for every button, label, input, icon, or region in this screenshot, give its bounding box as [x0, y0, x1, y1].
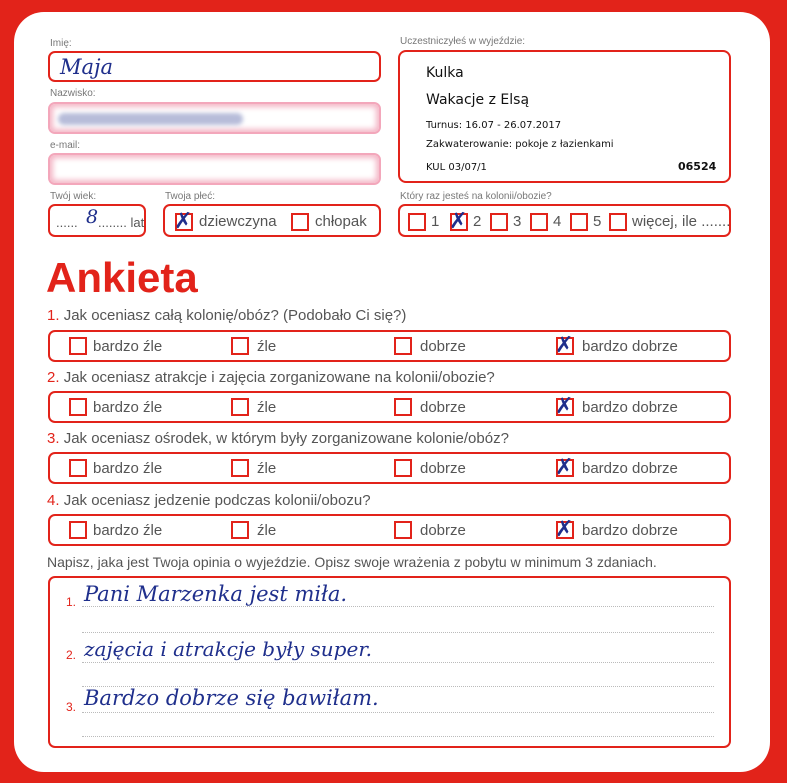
q4-dobrze-checkbox[interactable] — [394, 521, 412, 539]
raz-5-label: 5 — [593, 213, 602, 230]
wiek-field[interactable] — [48, 204, 146, 237]
check-mark-icon: ✗ — [174, 209, 193, 234]
check-mark-icon: ✗ — [555, 333, 574, 358]
opinion-line-3-text: Bardzo dobrze się bawiłam. — [84, 686, 379, 710]
q3-bardzo-dobrze-checkbox[interactable] — [555, 455, 574, 480]
raz-4-checkbox[interactable] — [530, 213, 548, 231]
q4-bardzo-zle-label: bardzo źle — [93, 522, 163, 539]
survey-title: Ankieta — [46, 254, 198, 301]
raz-wiecej-label: więcej, ile ....... — [632, 213, 731, 230]
q2-bardzo-dobrze-label: bardzo dobrze — [582, 399, 678, 416]
q3-bardzo-zle-label: bardzo źle — [93, 460, 163, 477]
question-4 — [47, 492, 371, 509]
raz-2-checkbox[interactable] — [449, 209, 468, 234]
opinion-line-1-num: 1. — [66, 595, 77, 609]
dziewczyna-checkbox[interactable] — [174, 209, 193, 234]
wiek-prefix: ...... — [56, 215, 78, 230]
question-3 — [47, 430, 509, 447]
opinion-line-3-num: 3. — [66, 700, 77, 714]
q2-zle-checkbox[interactable] — [231, 398, 249, 416]
redaction-blur — [58, 113, 243, 125]
q2-bardzo-zle-label: bardzo źle — [93, 399, 163, 416]
raz-4-label: 4 — [553, 213, 562, 230]
q4-dobrze-label: dobrze — [420, 522, 466, 539]
sticker-code: KUL 03/07/1 — [426, 162, 487, 173]
q1-zle-checkbox[interactable] — [231, 337, 249, 355]
answer-row-1 — [48, 330, 731, 362]
imie-value: Maja — [60, 55, 114, 79]
question-2 — [47, 369, 495, 386]
q1-bardzo-dobrze-checkbox[interactable] — [555, 333, 574, 358]
sticker-zakwaterowanie: Zakwaterowanie: pokoje z łazienkami — [426, 139, 614, 150]
q2-zle-label: źle — [257, 399, 277, 416]
plec-label: Twoja płeć: — [165, 191, 216, 202]
check-mark-icon: ✗ — [555, 394, 574, 419]
sticker-line1: Kulka — [426, 65, 464, 81]
answer-row-4 — [48, 514, 731, 546]
q1-dobrze-checkbox[interactable] — [394, 337, 412, 355]
ktory-raz-field — [398, 204, 731, 237]
nazwisko-label: Nazwisko: — [50, 88, 96, 99]
question-1 — [47, 307, 406, 324]
question-3-num: 3. — [47, 430, 60, 447]
ktory-raz-label: Który raz jesteś na kolonii/obozie? — [400, 191, 552, 202]
question-3-text: Jak oceniasz ośrodek, w którym były zorganizowane kolonie/obóz? — [63, 430, 509, 447]
wiek-label: Twój wiek: — [50, 191, 97, 202]
ruled-line — [82, 606, 714, 607]
camp-sticker — [398, 50, 731, 183]
q2-bardzo-zle-checkbox[interactable] — [69, 398, 87, 416]
opinion-line-2-num: 2. — [66, 648, 77, 662]
opinion-line-2-text: zajęcia i atrakcje były super. — [84, 637, 373, 661]
q1-zle-label: źle — [257, 338, 277, 355]
ruled-line — [82, 632, 714, 633]
raz-1-label: 1 — [431, 213, 440, 230]
plec-field — [163, 204, 381, 237]
q4-bardzo-zle-checkbox[interactable] — [69, 521, 87, 539]
q1-dobrze-label: dobrze — [420, 338, 466, 355]
ruled-line — [82, 736, 714, 737]
q3-zle-label: źle — [257, 460, 277, 477]
ruled-line — [82, 712, 714, 713]
raz-2-label: 2 — [473, 213, 482, 230]
sticker-turnus: Turnus: 16.07 - 26.07.2017 — [426, 120, 562, 131]
raz-1-checkbox[interactable] — [408, 213, 426, 231]
q2-dobrze-checkbox[interactable] — [394, 398, 412, 416]
check-mark-icon: ✗ — [449, 209, 468, 234]
raz-wiecej-checkbox[interactable] — [609, 213, 627, 231]
wiek-value: 8 — [86, 206, 99, 228]
q4-zle-label: źle — [257, 522, 277, 539]
question-1-num: 1. — [47, 307, 60, 324]
check-mark-icon: ✗ — [555, 517, 574, 542]
imie-label: Imię: — [50, 38, 72, 49]
question-2-num: 2. — [47, 369, 60, 386]
imie-field[interactable] — [48, 51, 381, 82]
dziewczyna-label: dziewczyna — [199, 213, 277, 230]
raz-5-checkbox[interactable] — [570, 213, 588, 231]
question-4-text: Jak oceniasz jedzenie podczas kolonii/obozu? — [63, 492, 371, 509]
opinion-prompt: Napisz, jaka jest Twoja opinia o wyjeździe. Opisz swoje wrażenia z pobytu w minimum 3 zdaniach. — [47, 554, 657, 570]
q3-zle-checkbox[interactable] — [231, 459, 249, 477]
q2-bardzo-dobrze-checkbox[interactable] — [555, 394, 574, 419]
q3-dobrze-checkbox[interactable] — [394, 459, 412, 477]
question-1-text: Jak oceniasz całą kolonię/obóz? (Podobało Ci się?) — [63, 307, 407, 324]
question-4-num: 4. — [47, 492, 60, 509]
ruled-line — [82, 662, 714, 663]
q4-bardzo-dobrze-label: bardzo dobrze — [582, 522, 678, 539]
q4-bardzo-dobrze-checkbox[interactable] — [555, 517, 574, 542]
q3-bardzo-dobrze-label: bardzo dobrze — [582, 460, 678, 477]
sticker-number: 06524 — [678, 160, 717, 173]
q1-bardzo-zle-label: bardzo źle — [93, 338, 163, 355]
email-field[interactable] — [48, 153, 381, 185]
q1-bardzo-dobrze-label: bardzo dobrze — [582, 338, 678, 355]
q1-bardzo-zle-checkbox[interactable] — [69, 337, 87, 355]
check-mark-icon: ✗ — [555, 455, 574, 480]
q3-dobrze-label: dobrze — [420, 460, 466, 477]
q3-bardzo-zle-checkbox[interactable] — [69, 459, 87, 477]
answer-row-2 — [48, 391, 731, 423]
raz-3-checkbox[interactable] — [490, 213, 508, 231]
q4-zle-checkbox[interactable] — [231, 521, 249, 539]
q2-dobrze-label: dobrze — [420, 399, 466, 416]
answer-row-3 — [48, 452, 731, 484]
question-2-text: Jak oceniasz atrakcje i zajęcia zorganizowane na kolonii/obozie? — [63, 369, 495, 386]
nazwisko-field-redacted[interactable] — [48, 102, 381, 134]
chlopak-label: chłopak — [315, 213, 367, 230]
email-label: e-mail: — [50, 140, 81, 151]
uczestnik-label: Uczestniczyłeś w wyjeździe: — [400, 36, 526, 47]
sticker-line2: Wakacje z Elsą — [426, 92, 530, 108]
raz-3-label: 3 — [513, 213, 522, 230]
wiek-suffix: ........ lat — [98, 215, 145, 230]
chlopak-checkbox[interactable] — [291, 213, 309, 231]
opinion-line-1-text: Pani Marzenka jest miła. — [84, 582, 348, 606]
